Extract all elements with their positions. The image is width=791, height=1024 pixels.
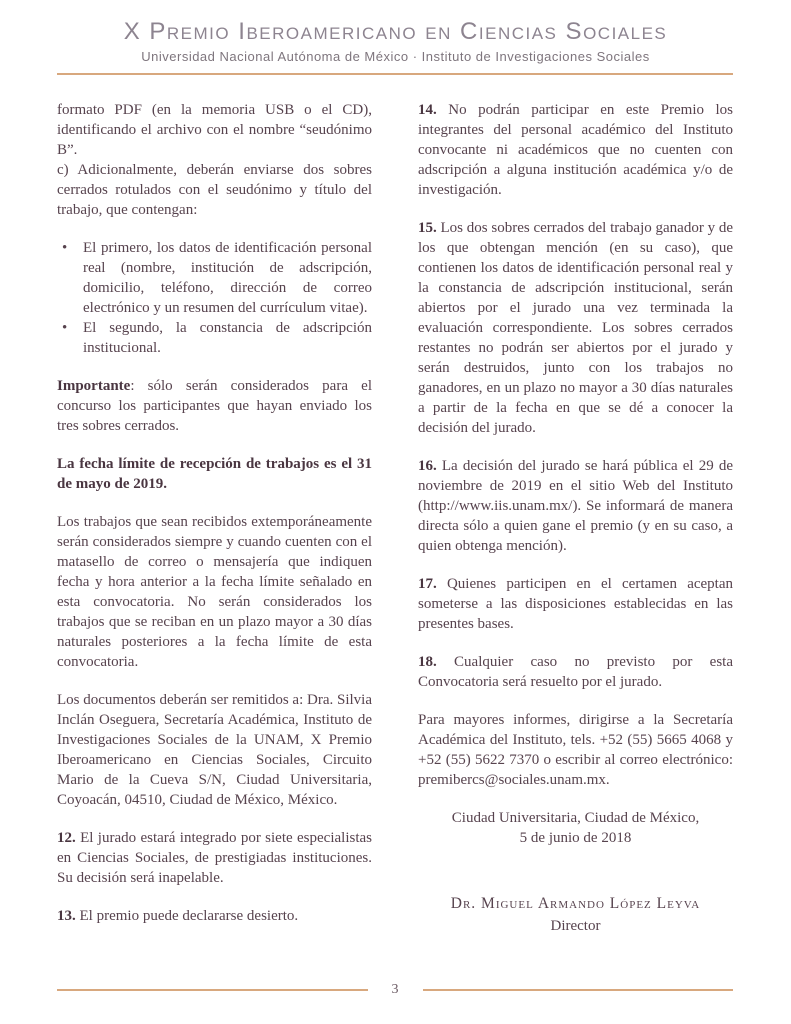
clause-13-text: El premio puede declararse desierto. bbox=[75, 907, 299, 924]
bullet-list bbox=[57, 238, 372, 358]
clause-15-number: 15. bbox=[418, 219, 437, 236]
paragraph-mailing-address: Los documentos deberán ser remitidos a: Dra. Silvia Inclán Oseguera, Secretaría Académica, Instituto de Investigaciones Sociales de la UNAM, X Premio Iberoamericano en Ciencias Sociales, Circuito Mario de la Cueva S/N, Ciudad Universitaria, Coyoacán, 04510, Ciudad de México, México. bbox=[57, 691, 372, 808]
clause-18-number: 18. bbox=[418, 653, 437, 670]
right-column bbox=[418, 100, 733, 944]
page-footer bbox=[57, 982, 733, 998]
clause-17 bbox=[418, 574, 733, 634]
paragraph-deadline: La fecha límite de recepción de trabajos es el 31 de mayo de 2019. bbox=[57, 455, 372, 492]
bullet-item-second bbox=[57, 318, 372, 358]
bullet-icon: • bbox=[62, 239, 68, 256]
footer-rule-left bbox=[57, 989, 368, 991]
clause-17-text: Quienes participen en el certamen aceptan someterse a las disposiciones establecidas en las presentes bases. bbox=[418, 575, 733, 632]
clause-14-number: 14. bbox=[418, 101, 437, 118]
header-divider bbox=[57, 73, 733, 75]
dateline bbox=[418, 808, 733, 848]
bullet-text-first: El primero, los datos de identificación personal real (nombre, institución de adscripción, domicilio, teléfono, dirección de correo electrónico y un resumen del currículum vitae). bbox=[83, 239, 372, 316]
importante-label: Importante bbox=[57, 377, 131, 394]
paragraph-clause-c: c) Adicionalmente, deberán enviarse dos sobres cerrados rotulados con el seudónimo y título del trabajo, que contengan: bbox=[57, 161, 372, 218]
clause-14-text: No podrán participar en este Premio los integrantes del personal académico del Instituto convocante ni académicos que no cuenten con adscripción a alguna institución académica y/o de investigación. bbox=[418, 101, 733, 198]
signature-block bbox=[418, 894, 733, 936]
clause-14 bbox=[418, 100, 733, 200]
page-subtitle: Universidad Nacional Autónoma de México · Instituto de Investigaciones Sociales bbox=[141, 48, 650, 64]
paragraph-late-submissions: Los trabajos que sean recibidos extemporáneamente serán considerados siempre y cuando cuenten con el matasello de correo o mensajería que indiquen fecha y hora anterior a la fecha límite señalado en esta convocatoria. No serán considerados los trabajos que se reciban en un plazo mayor a 30 días naturales posteriores a la fecha límite de esta convocatoria. bbox=[57, 513, 372, 670]
signature-title: Director bbox=[550, 917, 601, 934]
page-header bbox=[0, 0, 791, 75]
clause-12-text: El jurado estará integrado por siete especialistas en Ciencias Sociales, de prestigiadas instituciones. Su decisión será inapelable. bbox=[57, 829, 372, 886]
clause-12 bbox=[57, 828, 372, 888]
left-column bbox=[57, 100, 372, 944]
page-title: X Premio Iberoamericano en Ciencias Sociales bbox=[123, 18, 668, 45]
clause-16-number: 16. bbox=[418, 457, 437, 474]
clause-13-number: 13. bbox=[57, 907, 76, 924]
signature-name: Dr. Miguel Armando López Leyva bbox=[450, 894, 701, 912]
bullet-icon: • bbox=[62, 319, 68, 336]
importante-text: : sólo serán considerados para el concurso los participantes que hayan enviado los tres sobres cerrados. bbox=[57, 377, 372, 434]
bullet-item-first bbox=[57, 238, 372, 318]
clause-16 bbox=[418, 456, 733, 556]
clause-16-text: La decisión del jurado se hará pública el 29 de noviembre de 2019 en el sitio Web del Instituto (http://www.iis.unam.mx/). Se informará de manera directa sólo a quien gane el premio (y en su caso, a quien obtenga mención). bbox=[418, 457, 733, 554]
clause-18 bbox=[418, 652, 733, 692]
clause-13 bbox=[57, 906, 372, 926]
two-column-body bbox=[0, 100, 791, 944]
dateline-place: Ciudad Universitaria, Ciudad de México, bbox=[451, 809, 700, 826]
clause-18-text: Cualquier caso no previsto por esta Convocatoria será resuelto por el jurado. bbox=[418, 653, 733, 690]
clause-15 bbox=[418, 218, 733, 438]
paragraph-contact-info: Para mayores informes, dirigirse a la Secretaría Académica del Instituto, tels. +52 (55) 5665 4068 y +52 (55) 5622 7370 o escribir al correo electrónico: premibercs@sociales.unam.mx. bbox=[418, 711, 733, 788]
clause-12-number: 12. bbox=[57, 829, 76, 846]
clause-15-text: Los dos sobres cerrados del trabajo ganador y de los que obtengan mención (en su caso), que contienen los datos de identificación personal real y la constancia de adscripción institucional, serán abiertos por el jurado una vez terminada la evaluación correspondiente. Los sobres cerrados restantes no podrán ser abiertos por el jurado y serán destruidos, junto con los trabajos no ganadores, en un plazo no mayor a 30 días naturales a partir de la fecha en que se dé a conocer la decisión del jurado. bbox=[418, 219, 733, 436]
page-number: 3 bbox=[391, 982, 399, 997]
footer-rule-right bbox=[423, 989, 734, 991]
paragraph-importante bbox=[57, 376, 372, 436]
clause-17-number: 17. bbox=[418, 575, 437, 592]
paragraph-pdf-format: formato PDF (en la memoria USB o el CD), identificando el archivo con el nombre “seudónimo B”. bbox=[57, 101, 372, 158]
dateline-date: 5 de junio de 2018 bbox=[519, 829, 632, 846]
bullet-text-second: El segundo, la constancia de adscripción institucional. bbox=[83, 319, 372, 356]
